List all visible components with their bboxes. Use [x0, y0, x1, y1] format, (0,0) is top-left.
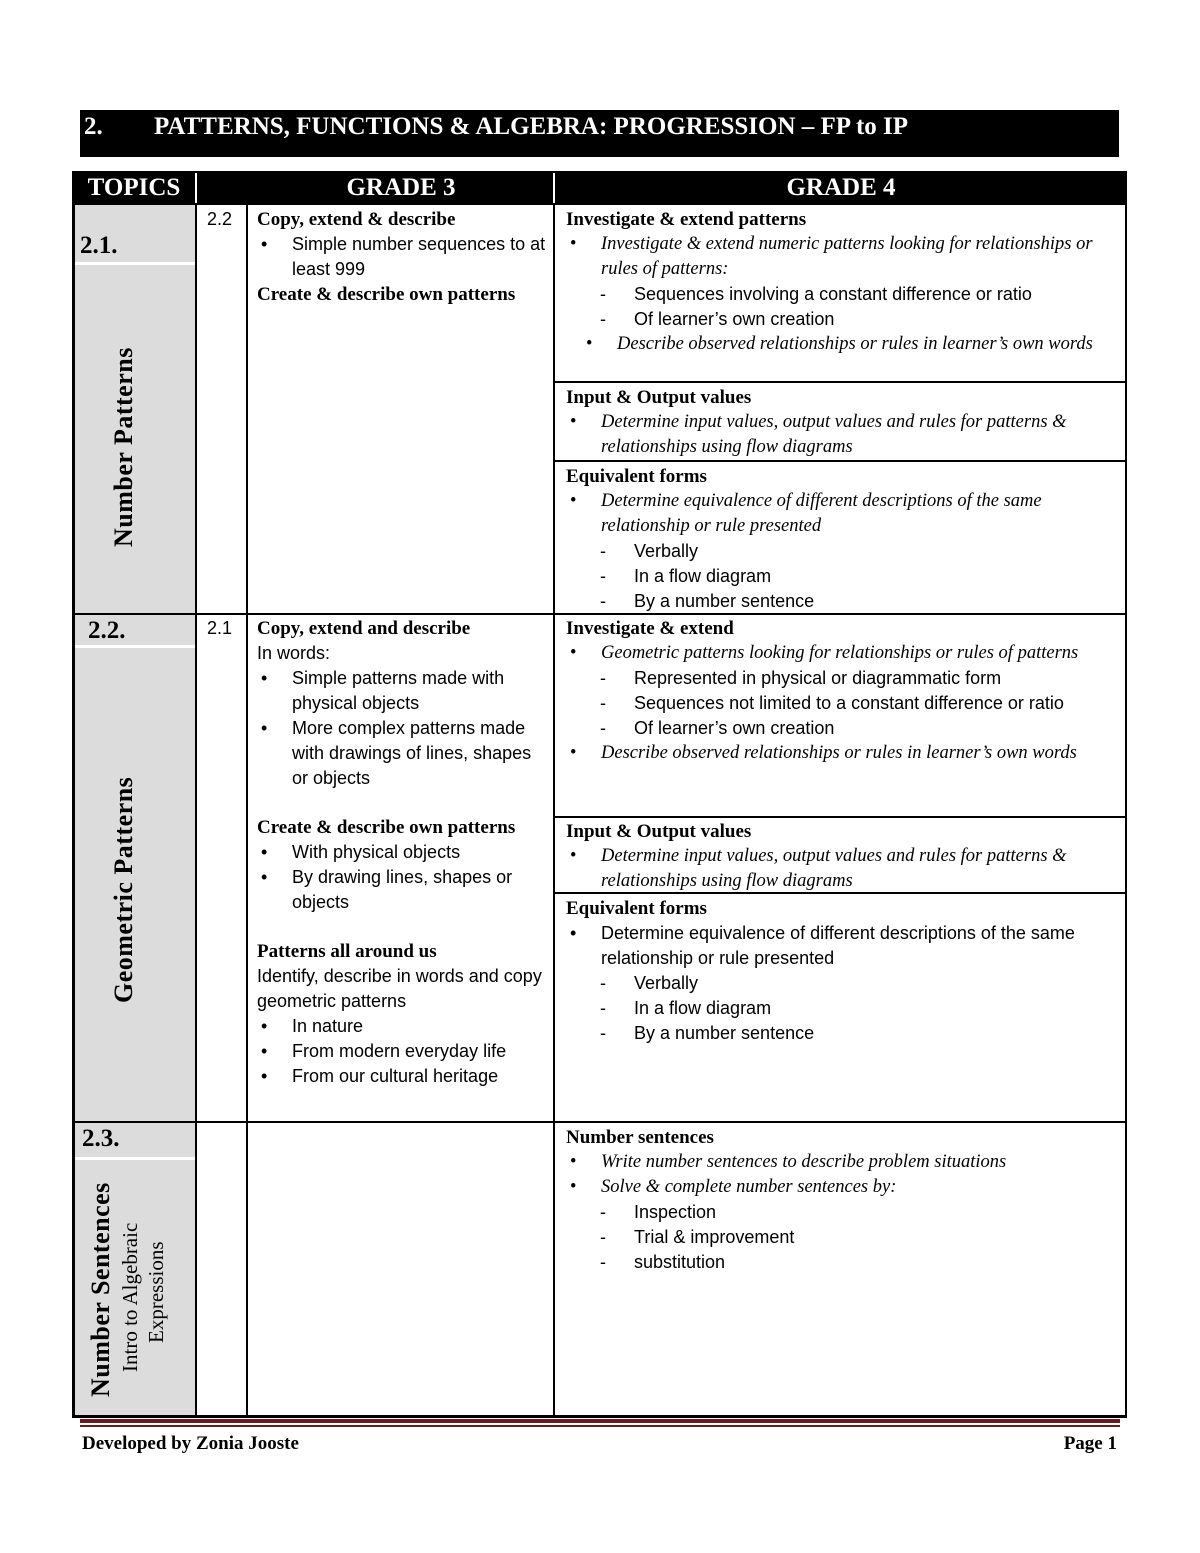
content-heading: Create & describe own patterns — [257, 817, 516, 838]
footer-rule — [80, 1425, 1120, 1427]
list-item: • By drawing lines, shapes or objects — [257, 865, 547, 915]
topic-name: Number Patterns — [109, 347, 138, 547]
list-item: - Verbally — [566, 971, 1111, 996]
column-divider — [246, 205, 248, 1418]
list-item: • Describe observed relationships or rules in learner’s own words — [566, 332, 1111, 357]
header-divider — [195, 173, 197, 203]
content-heading: Investigate & extend patterns — [566, 209, 807, 230]
grade4-input-output — [566, 385, 1111, 460]
content-text: Identify, describe in words and copy geometric patterns — [257, 966, 542, 1011]
topic-subtitle: Expressions — [144, 1241, 168, 1343]
row-divider — [72, 1121, 1127, 1123]
content-text: In words: — [257, 643, 331, 663]
content-heading: Copy, extend & describe — [257, 209, 456, 230]
list-item: • From modern everyday life — [257, 1039, 547, 1064]
grade4-equivalent-forms — [566, 896, 1111, 1046]
grade4-input-output — [566, 819, 1111, 894]
list-item: • In nature — [257, 1014, 547, 1039]
list-item: - Sequences not limited to a constant difference or ratio — [566, 691, 1111, 716]
list-item: - In a flow diagram — [566, 564, 1111, 589]
grade4-investigate — [566, 616, 1111, 766]
list-item: • Investigate & extend numeric patterns looking for relationships or rules of patterns: — [566, 232, 1111, 282]
list-item: - Trial & improvement — [566, 1225, 1111, 1250]
list-item: • Solve & complete number sentences by: — [566, 1175, 1111, 1200]
header-grade4: GRADE 4 — [555, 171, 1127, 205]
topic-name: Geometric Patterns — [109, 776, 138, 1003]
topic-name: Number Sentences — [86, 1182, 115, 1397]
grade3-content — [257, 207, 547, 307]
header-divider — [553, 173, 555, 203]
grade3-content — [257, 616, 547, 1089]
section-title — [80, 110, 1119, 157]
content-heading: Equivalent forms — [566, 898, 707, 919]
list-item: • With physical objects — [257, 840, 547, 865]
content-heading: Patterns all around us — [257, 941, 437, 962]
list-item: • Determine equivalence of different descriptions of the same relationship or rule presented — [566, 489, 1111, 539]
list-item: - Of learner’s own creation — [566, 307, 1111, 332]
list-item: • Determine input values, output values and rules for patterns & relationships using flow diagrams — [566, 410, 1111, 460]
list-item: - substitution — [566, 1250, 1111, 1275]
topic-number-strip — [75, 645, 195, 648]
table-border-bottom — [72, 1415, 1127, 1418]
grade3-reference: 2.1 — [207, 618, 233, 638]
topic-number-strip — [75, 1157, 195, 1160]
grade3-reference: 2.2 — [207, 209, 233, 229]
list-item: • Describe observed relationships or rules in learner’s own words — [566, 741, 1111, 766]
content-heading: Input & Output values — [566, 387, 752, 408]
list-item: • Write number sentences to describe problem situations — [566, 1150, 1111, 1175]
content-heading: Create & describe own patterns — [257, 284, 516, 305]
column-divider — [195, 205, 197, 1418]
list-item: • From our cultural heritage — [257, 1064, 547, 1089]
subrow-divider — [553, 460, 1127, 462]
list-item: • Determine input values, output values and rules for patterns & relationships using flow diagrams — [566, 844, 1111, 894]
content-heading: Copy, extend and describe — [257, 618, 471, 639]
content-heading: Input & Output values — [566, 821, 752, 842]
topic-number: 2.3. — [82, 1125, 120, 1152]
list-item: - Sequences involving a constant difference or ratio — [566, 282, 1111, 307]
list-item: • Simple patterns made with physical objects — [257, 666, 547, 716]
list-item: - Represented in physical or diagrammatic form — [566, 666, 1111, 691]
subrow-divider — [553, 816, 1127, 818]
table-border-right — [1125, 205, 1127, 1418]
grade4-number-sentences — [566, 1125, 1111, 1275]
content-heading: Equivalent forms — [566, 466, 707, 487]
footer-author: Developed by Zonia Jooste — [82, 1433, 299, 1454]
list-item: - Inspection — [566, 1200, 1111, 1225]
list-item: • Geometric patterns looking for relationships or rules of patterns — [566, 641, 1111, 666]
list-item: • Simple number sequences to at least 999 — [257, 232, 547, 282]
list-item: • More complex patterns made with drawings of lines, shapes or objects — [257, 716, 547, 791]
topic-subtitle: Intro to Algebraic — [118, 1222, 142, 1372]
list-item: • Determine equivalence of different descriptions of the same relationship or rule presented — [566, 921, 1111, 971]
list-item: - By a number sentence — [566, 589, 1111, 614]
header-topics: TOPICS — [72, 171, 196, 205]
topic-number: 2.1. — [80, 232, 118, 259]
subrow-divider — [553, 381, 1127, 383]
page-number: Page 1 — [1063, 1433, 1117, 1454]
content-heading: Number sentences — [566, 1127, 714, 1148]
topic-number: 2.2. — [88, 617, 126, 644]
section-number: 2. — [84, 113, 103, 140]
header-grade3: GRADE 3 — [247, 171, 555, 205]
content-heading: Investigate & extend — [566, 618, 734, 639]
list-item: - In a flow diagram — [566, 996, 1111, 1021]
list-item: - By a number sentence — [566, 1021, 1111, 1046]
topic-number-strip — [75, 262, 195, 265]
column-divider — [553, 205, 555, 1418]
footer-rule — [80, 1419, 1120, 1423]
grade4-investigate — [566, 207, 1111, 357]
grade4-equivalent-forms — [566, 464, 1111, 614]
list-item: - Verbally — [566, 539, 1111, 564]
list-item: - Of learner’s own creation — [566, 716, 1111, 741]
section-title-text: PATTERNS, FUNCTIONS & ALGEBRA: PROGRESSION – FP to IP — [154, 113, 909, 140]
